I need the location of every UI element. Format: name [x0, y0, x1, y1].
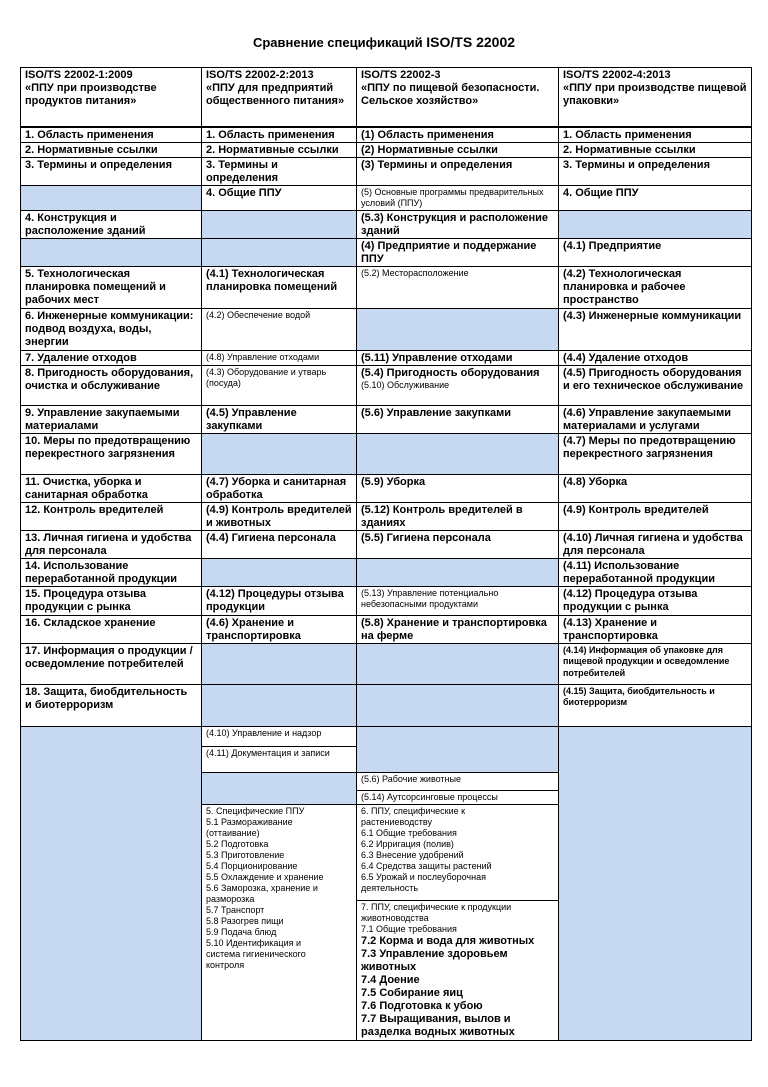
list-item: 5.4 Порционирование	[206, 860, 298, 871]
table-cell: 14. Использование переработанной продукции	[21, 558, 202, 586]
table-cell: (5.6) Рабочие животные	[357, 772, 559, 790]
list-item: 7.3 Управление здоровьем	[361, 947, 508, 960]
table-cell: 8. Пригодность оборудования, очистка и обслуживание	[21, 365, 202, 405]
empty-cell	[357, 558, 559, 586]
list-item: 5.7 Транспорт	[206, 904, 265, 915]
livestock-specific-list	[357, 900, 559, 1040]
list-item: 5.6 Заморозка, хранение и	[206, 882, 318, 893]
list-item: 7.1 Общие требования	[361, 923, 457, 934]
list-item: контроля	[206, 959, 245, 970]
table-cell: 2. Нормативные ссылки	[559, 142, 752, 157]
table-cell: (5.2) Месторасположение	[357, 266, 559, 308]
table-cell: (5.6) Управление закупками	[357, 405, 559, 433]
empty-cell	[357, 433, 559, 474]
list-item: 5.9 Подача блюд	[206, 926, 277, 937]
empty-cell	[357, 308, 559, 350]
table-cell: (4.1) Предприятие	[559, 238, 752, 266]
table-cell: (5.8) Хранение и транспортировка на ферме	[357, 615, 559, 643]
empty-cell	[202, 210, 357, 238]
table-cell: 1. Область применения	[21, 127, 202, 143]
table-row	[21, 157, 752, 185]
list-item: 5.5 Охлаждение и хранение	[206, 871, 324, 882]
table-cell: (4.9) Контроль вредителей	[559, 502, 752, 530]
table-cell: 3. Термины и определения	[21, 157, 202, 185]
table-row	[21, 127, 752, 143]
table-cell: 17. Информация о продукции / осведомление потребителей	[21, 643, 202, 684]
table-cell: (4.2) Обеспечение водой	[202, 308, 357, 350]
table-row	[21, 474, 752, 502]
list-item: 7.4 Доение	[361, 973, 420, 986]
table-cell: (4.4) Гигиена персонала	[202, 530, 357, 558]
table-cell: (4.8) Управление отходами	[202, 350, 357, 365]
table-row	[21, 433, 752, 474]
table-cell: (4.5) Управление закупками	[202, 405, 357, 433]
list-item: 7.5 Собирание яиц	[361, 986, 463, 999]
list-item: 6.5 Урожай и послеуборочная	[361, 871, 486, 882]
table-cell: (5.3) Конструкция и расположение зданий	[357, 210, 559, 238]
table-cell: (5.13) Управление потенциально небезопасными продуктами	[357, 586, 559, 615]
list-item: растениеводству	[361, 816, 432, 827]
empty-cell	[21, 185, 202, 210]
table-cell	[357, 365, 559, 405]
list-item: 5.8 Разогрев пищи	[206, 915, 284, 926]
list-item: 6.1 Общие требования	[361, 827, 457, 838]
table-row	[21, 615, 752, 643]
table-header-row	[21, 68, 752, 127]
table-cell: (4.2) Технологическая планировка и рабочее пространство	[559, 266, 752, 308]
table-cell: 15. Процедура отзыва продукции с рынка	[21, 586, 202, 615]
list-item: 5. Специфические ППУ	[206, 805, 305, 816]
table-row	[21, 530, 752, 558]
cell-line: (5.10) Обслуживание	[361, 379, 450, 390]
table-cell: (3) Термины и определения	[357, 157, 559, 185]
table-cell: (4.13) Хранение и транспортировка	[559, 615, 752, 643]
header-cell: ISO/TS 22002-2:2013 «ППУ для предприятий общественного питания»	[202, 68, 357, 127]
list-item: 7.2 Корма и вода для животных	[361, 934, 535, 947]
empty-cell	[559, 726, 752, 1040]
list-item: 7. ППУ, специфические к продукции	[361, 901, 512, 912]
empty-cell	[202, 433, 357, 474]
table-cell: 6. Инженерные коммуникации: подвод воздуха, воды, энергии	[21, 308, 202, 350]
header-cell: ISO/TS 22002-1:2009 «ППУ при производстве продуктов питания»	[21, 68, 202, 127]
empty-cell	[357, 643, 559, 684]
table-cell: 12. Контроль вредителей	[21, 502, 202, 530]
table-cell: (4.7) Уборка и санитарная обработка	[202, 474, 357, 502]
empty-cell	[21, 726, 202, 1040]
empty-cell	[202, 643, 357, 684]
list-item: система гигиенического	[206, 948, 306, 959]
table-cell: 7. Удаление отходов	[21, 350, 202, 365]
table-cell: 3. Термины и определения	[559, 157, 752, 185]
table-cell: (5) Основные программы предварительных условий (ППУ)	[357, 185, 559, 210]
table-row	[21, 643, 752, 684]
table-cell: (4.6) Управление закупаемыми материалами и услугами	[559, 405, 752, 433]
cell-line: (5.4) Пригодность оборудования	[361, 366, 540, 379]
empty-cell	[202, 772, 357, 804]
empty-cell	[357, 726, 559, 772]
table-cell: (5.5) Гигиена персонала	[357, 530, 559, 558]
table-cell: (4.3) Инженерные коммуникации	[559, 308, 752, 350]
table-cell: 4. Конструкция и расположение зданий	[21, 210, 202, 238]
table-cell: (4.1) Технологическая планировка помещений	[202, 266, 357, 308]
table-cell: (4.4) Удаление отходов	[559, 350, 752, 365]
table-cell: (4.7) Меры по предотвращению перекрестного загрязнения	[559, 433, 752, 474]
table-cell: 1. Область применения	[559, 127, 752, 143]
comparison-table	[20, 67, 752, 1041]
table-row	[21, 684, 752, 726]
table-cell: 4. Общие ППУ	[202, 185, 357, 210]
table-cell: (4.5) Пригодность оборудования и его техническое обслуживание	[559, 365, 752, 405]
header-cell: ISO/TS 22002-3 «ППУ по пищевой безопасности. Сельское хозяйство»	[357, 68, 559, 127]
table-row	[21, 365, 752, 405]
table-cell: (2) Нормативные ссылки	[357, 142, 559, 157]
empty-cell	[21, 238, 202, 266]
table-cell: (4.15) Защита, биобдительность и биотерроризм	[559, 684, 752, 726]
list-item: (оттаивание)	[206, 827, 260, 838]
table-cell: 1. Область применения	[202, 127, 357, 143]
table-row	[21, 405, 752, 433]
table-cell: (4.11) Использование переработанной продукции	[559, 558, 752, 586]
table-cell: 9. Управление закупаемыми материалами	[21, 405, 202, 433]
list-item: 5.1 Размораживание	[206, 816, 293, 827]
table-cell: 5. Технологическая планировка помещений и рабочих мест	[21, 266, 202, 308]
empty-cell	[202, 558, 357, 586]
empty-cell	[357, 684, 559, 726]
table-row	[21, 350, 752, 365]
list-item: разделка водных животных	[361, 1025, 515, 1038]
table-cell: 11. Очистка, уборка и санитарная обработка	[21, 474, 202, 502]
table-cell: 10. Меры по предотвращению перекрестного загрязнения	[21, 433, 202, 474]
table-row	[21, 185, 752, 210]
table-cell: (1) Область применения	[357, 127, 559, 143]
table-cell: (5.9) Уборка	[357, 474, 559, 502]
table-cell: (4.9) Контроль вредителей и животных	[202, 502, 357, 530]
table-cell: (5.14) Аутсорсинговые процессы	[357, 790, 559, 804]
catering-specific-list	[202, 804, 357, 1040]
table-cell: 16. Складское хранение	[21, 615, 202, 643]
table-row	[21, 210, 752, 238]
list-item: животных	[361, 960, 417, 973]
list-item: 5.3 Приготовление	[206, 849, 285, 860]
table-cell: (4.3) Оборудование и утварь (посуда)	[202, 365, 357, 405]
table-cell: (5.11) Управление отходами	[357, 350, 559, 365]
list-item: 6.3 Внесение удобрений	[361, 849, 464, 860]
table-cell: (4.6) Хранение и транспортировка	[202, 615, 357, 643]
table-cell: (4.10) Личная гигиена и удобства для персонала	[559, 530, 752, 558]
table-cell: 3. Термины и определения	[202, 157, 357, 185]
table-row	[21, 586, 752, 615]
list-item: 6. ППУ, специфические к	[361, 805, 466, 816]
table-cell: 13. Личная гигиена и удобства для персонала	[21, 530, 202, 558]
empty-cell	[202, 684, 357, 726]
table-cell: (5.12) Контроль вредителей в зданиях	[357, 502, 559, 530]
list-item: 7.6 Подготовка к убою	[361, 999, 483, 1012]
table-row	[21, 502, 752, 530]
empty-cell	[202, 238, 357, 266]
table-cell: (4) Предприятие и поддержание ППУ	[357, 238, 559, 266]
header-cell: ISO/TS 22002-4:2013 «ППУ при производстве пищевой упаковки»	[559, 68, 752, 127]
table-row	[21, 266, 752, 308]
table-cell: 2. Нормативные ссылки	[202, 142, 357, 157]
table-cell: (4.12) Процедура отзыва продукции с рынка	[559, 586, 752, 615]
list-item: деятельность	[361, 882, 419, 893]
table-cell: (4.10) Управление и надзор	[202, 726, 357, 746]
table-cell: 18. Защита, биобдительность и биотерроризм	[21, 684, 202, 726]
table-cell: 2. Нормативные ссылки	[21, 142, 202, 157]
table-cell: (4.12) Процедуры отзыва продукции	[202, 586, 357, 615]
empty-cell	[559, 210, 752, 238]
list-item: 7.7 Выращивания, вылов и	[361, 1012, 511, 1025]
table-row	[21, 726, 752, 746]
table-row	[21, 308, 752, 350]
table-cell: 4. Общие ППУ	[559, 185, 752, 210]
table-cell: (4.8) Уборка	[559, 474, 752, 502]
page-title: Сравнение спецификаций ISO/TS 22002	[252, 34, 516, 50]
list-item: 6.4 Средства защиты растений	[361, 860, 492, 871]
list-item: 6.2 Ирригация (полив)	[361, 838, 454, 849]
table-cell: (4.11) Документация и записи	[202, 746, 357, 772]
list-item: животноводства	[361, 912, 429, 923]
crop-specific-list	[357, 804, 559, 900]
list-item: 5.2 Подготовка	[206, 838, 269, 849]
table-row	[21, 558, 752, 586]
table-row	[21, 238, 752, 266]
list-item: разморозка	[206, 893, 255, 904]
table-row	[21, 142, 752, 157]
list-item: 5.10 Идентификация и	[206, 937, 302, 948]
table-cell: (4.14) Информация об упаковке для пищевой продукции и осведомление потребителей	[559, 643, 752, 684]
